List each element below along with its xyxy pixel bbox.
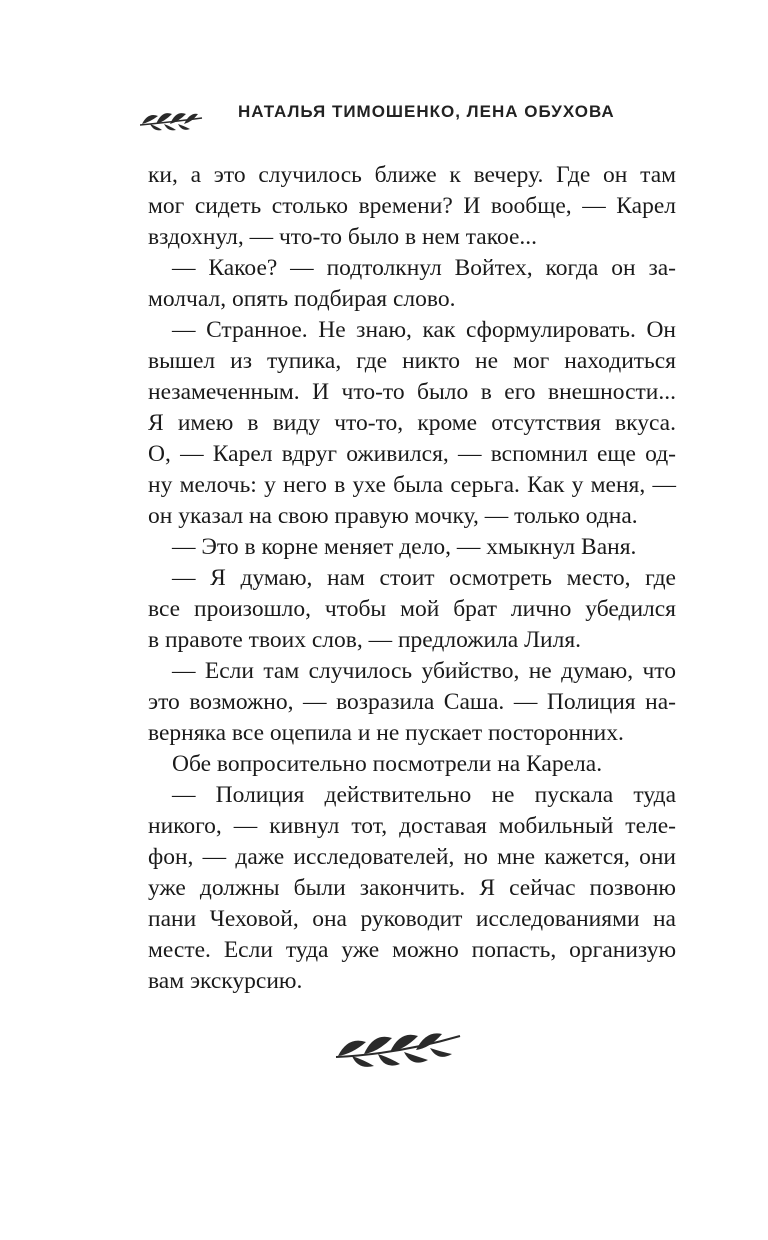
body-text <box>148 160 676 997</box>
text-line: ну мелочь: у него в ухе была серьга. Как у меня, — <box>148 472 676 498</box>
text-line: мог сидеть столько времени? И вообще, — Карел <box>148 193 676 219</box>
text-line: молчал, опять подбирая слово. <box>148 286 456 312</box>
text-line: вам экскурсию. <box>148 968 303 994</box>
text-line: это возможно, — возразила Саша. — Полиция на- <box>148 689 676 715</box>
leaf-branch-icon <box>334 1022 464 1072</box>
text-line: пани Чеховой, она руководит исследованиями на <box>148 906 676 932</box>
text-line: в правоте твоих слов, — предложила Лиля. <box>148 627 582 653</box>
running-header <box>140 98 640 138</box>
text-line: вздохнул, — что-то было в нем такое... <box>148 224 538 250</box>
text-line: О, — Карел вдруг оживился, — вспомнил еще од- <box>148 441 676 467</box>
text-line: он указал на свою правую мочку, — только одна. <box>148 503 638 529</box>
text-line: — Я думаю, нам стоит осмотреть место, где <box>172 565 676 591</box>
text-line: фон, — даже исследователей, но мне кажется, они <box>148 844 676 870</box>
text-line: Я имею в виду что-то, кроме отсутствия вкуса. <box>148 410 676 436</box>
text-line: Обе вопросительно посмотрели на Карела. <box>172 751 603 777</box>
text-line: никого, — кивнул тот, доставая мобильный теле- <box>148 813 676 839</box>
text-line: — Странное. Не знаю, как сформулировать. Он <box>172 317 676 343</box>
leaf-branch-icon <box>140 104 204 132</box>
text-line: уже должны были закончить. Я сейчас позвоню <box>148 875 676 901</box>
text-line: — Какое? — подтолкнул Войтех, когда он за- <box>172 255 676 281</box>
text-line: — Это в корне меняет дело, — хмыкнул Ваня. <box>172 534 637 560</box>
text-line: верняка все оцепила и не пускает посторонних. <box>148 720 624 746</box>
text-line: — Полиция действительно не пускала туда <box>172 782 676 808</box>
text-line: незамеченным. И что-то было в его внешности... <box>148 379 676 405</box>
text-line: — Если там случилось убийство, не думаю, что <box>172 658 676 684</box>
header-title: НАТАЛЬЯ ТИМОШЕНКО, ЛЕНА ОБУХОВА <box>238 102 615 121</box>
text-line: месте. Если туда уже можно попасть, организую <box>148 937 676 963</box>
text-line: вышел из тупика, где никто не мог находиться <box>148 348 676 374</box>
text-line: все произошло, чтобы мой брат лично убедился <box>148 596 676 622</box>
text-line: ки, а это случилось ближе к вечеру. Где он там <box>148 162 676 188</box>
